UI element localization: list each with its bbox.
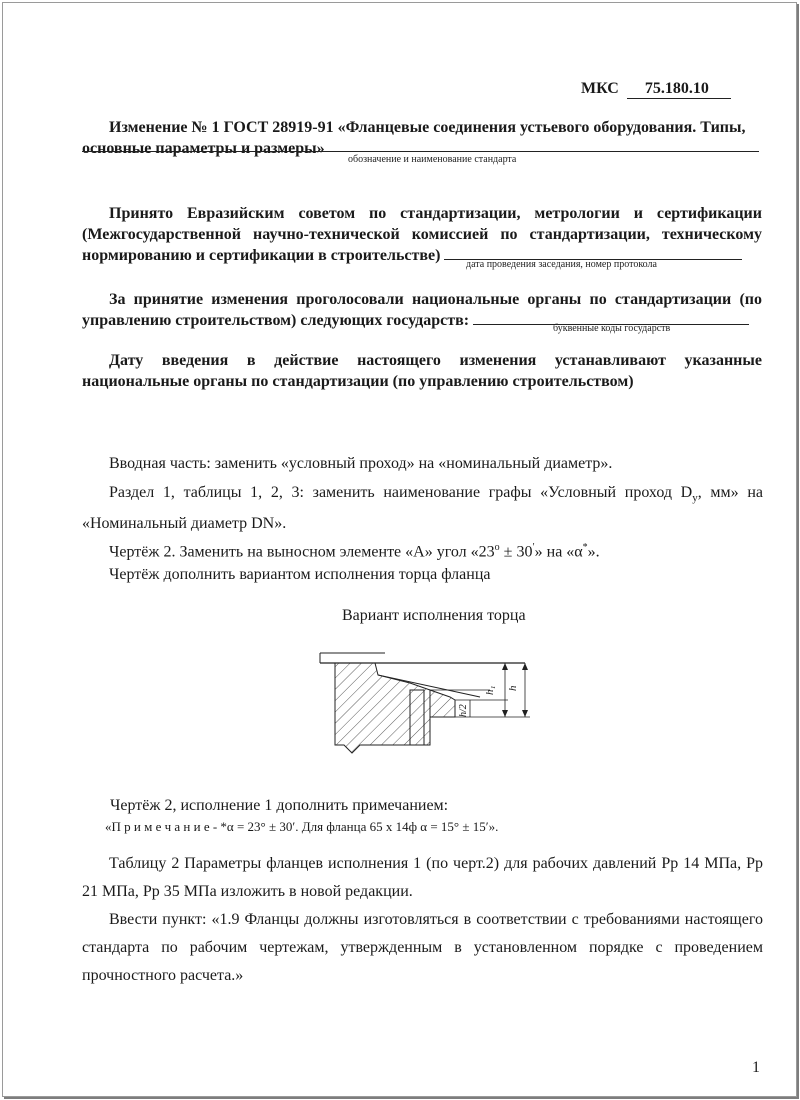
drawing-change-text-2: ± 30	[499, 543, 533, 561]
label-h1: h₁	[484, 685, 496, 695]
asterisk-sup: *	[582, 542, 588, 553]
title-caption: обозначение и наименование стандарта	[348, 154, 517, 165]
page-number: 1	[752, 1059, 760, 1076]
section-change-paragraph	[82, 480, 763, 537]
flange-section	[320, 653, 530, 753]
adopted-caption: дата проведения заседания, номер протокола	[466, 259, 657, 270]
adopted-text: Принято Евразийским советом по стандартизации, метрологии и сертификации (Межгосударственной научно-технической комиссией по стандартизации, техническому нормированию и сертификации в строительстве)	[82, 205, 762, 264]
mks-label: МКС	[581, 80, 619, 97]
voted-text: За принятие изменения проголосовали национальные органы по стандартизации (по управлению строительством) следующих государств:	[82, 291, 762, 329]
intro-change-paragraph: Вводная часть: заменить «условный проход» на «номинальный диаметр».	[109, 455, 613, 472]
mks-code-value: 75.180.10	[627, 80, 731, 99]
degree-sup: o	[494, 542, 500, 553]
meeting-date-blank	[444, 245, 742, 260]
note-text: «П р и м е ч а н и е - *α = 23° ± 30′. Для фланца 65 х 14ф α = 15° ± 15′».	[105, 819, 499, 834]
drawing-change-text-4: ».	[587, 543, 600, 561]
drawing-change-text-3: » на «α	[534, 543, 583, 561]
drawing-title: Вариант исполнения торца	[342, 607, 526, 624]
section-change-text-end: , мм» на «Номинальный диаметр DN».	[82, 484, 763, 533]
voted-caption: буквенные коды государств	[553, 323, 671, 334]
mks-code	[581, 80, 731, 99]
effective-paragraph: Дату введения в действие настоящего изменения устанавливают указанные национальные органы по стандартизации (по управлению строительством)	[82, 352, 762, 390]
section-change-text: Раздел 1, таблицы 1, 2, 3: заменить наименование графы «Условный проход D	[109, 484, 693, 501]
drawing-change-text: Чертёж 2. Заменить на выносном элементе «А» угол «23	[109, 543, 495, 561]
change-title: Изменение № 1 ГОСТ 28919-91 «Фланцевые соединения устьевого оборудования. Типы, основные параметры и размеры»	[82, 119, 746, 157]
adopted-paragraph	[82, 203, 762, 266]
note-intro: Чертёж 2, исполнение 1 дополнить примечанием:	[110, 797, 449, 814]
new-clause-paragraph: Ввести пункт: «1.9 Фланцы должны изготовляться в соответствии с требованиями настоящего стандарта по рабочим чертежам, утвержденным в установленном порядке с проведением прочностного расчета.»	[82, 911, 763, 984]
title-underline	[82, 151, 759, 152]
table-change-paragraph: Таблицу 2 Параметры фланцев исполнения 1 (по черт.2) для рабочих давлений Рр 14 МПа, Рр 21 МПа, Рр 35 МПа изложить в новой редакции.	[82, 855, 763, 900]
minute-sup: ′	[532, 542, 535, 553]
flange-end-drawing	[300, 645, 550, 760]
subscript-y: у	[692, 492, 698, 505]
drawing-addition-paragraph: Чертёж дополнить вариантом исполнения торца фланца	[109, 566, 491, 583]
label-h-half: h/2	[458, 704, 469, 717]
drawing-change-paragraph	[82, 535, 763, 565]
label-h: h	[507, 685, 519, 691]
